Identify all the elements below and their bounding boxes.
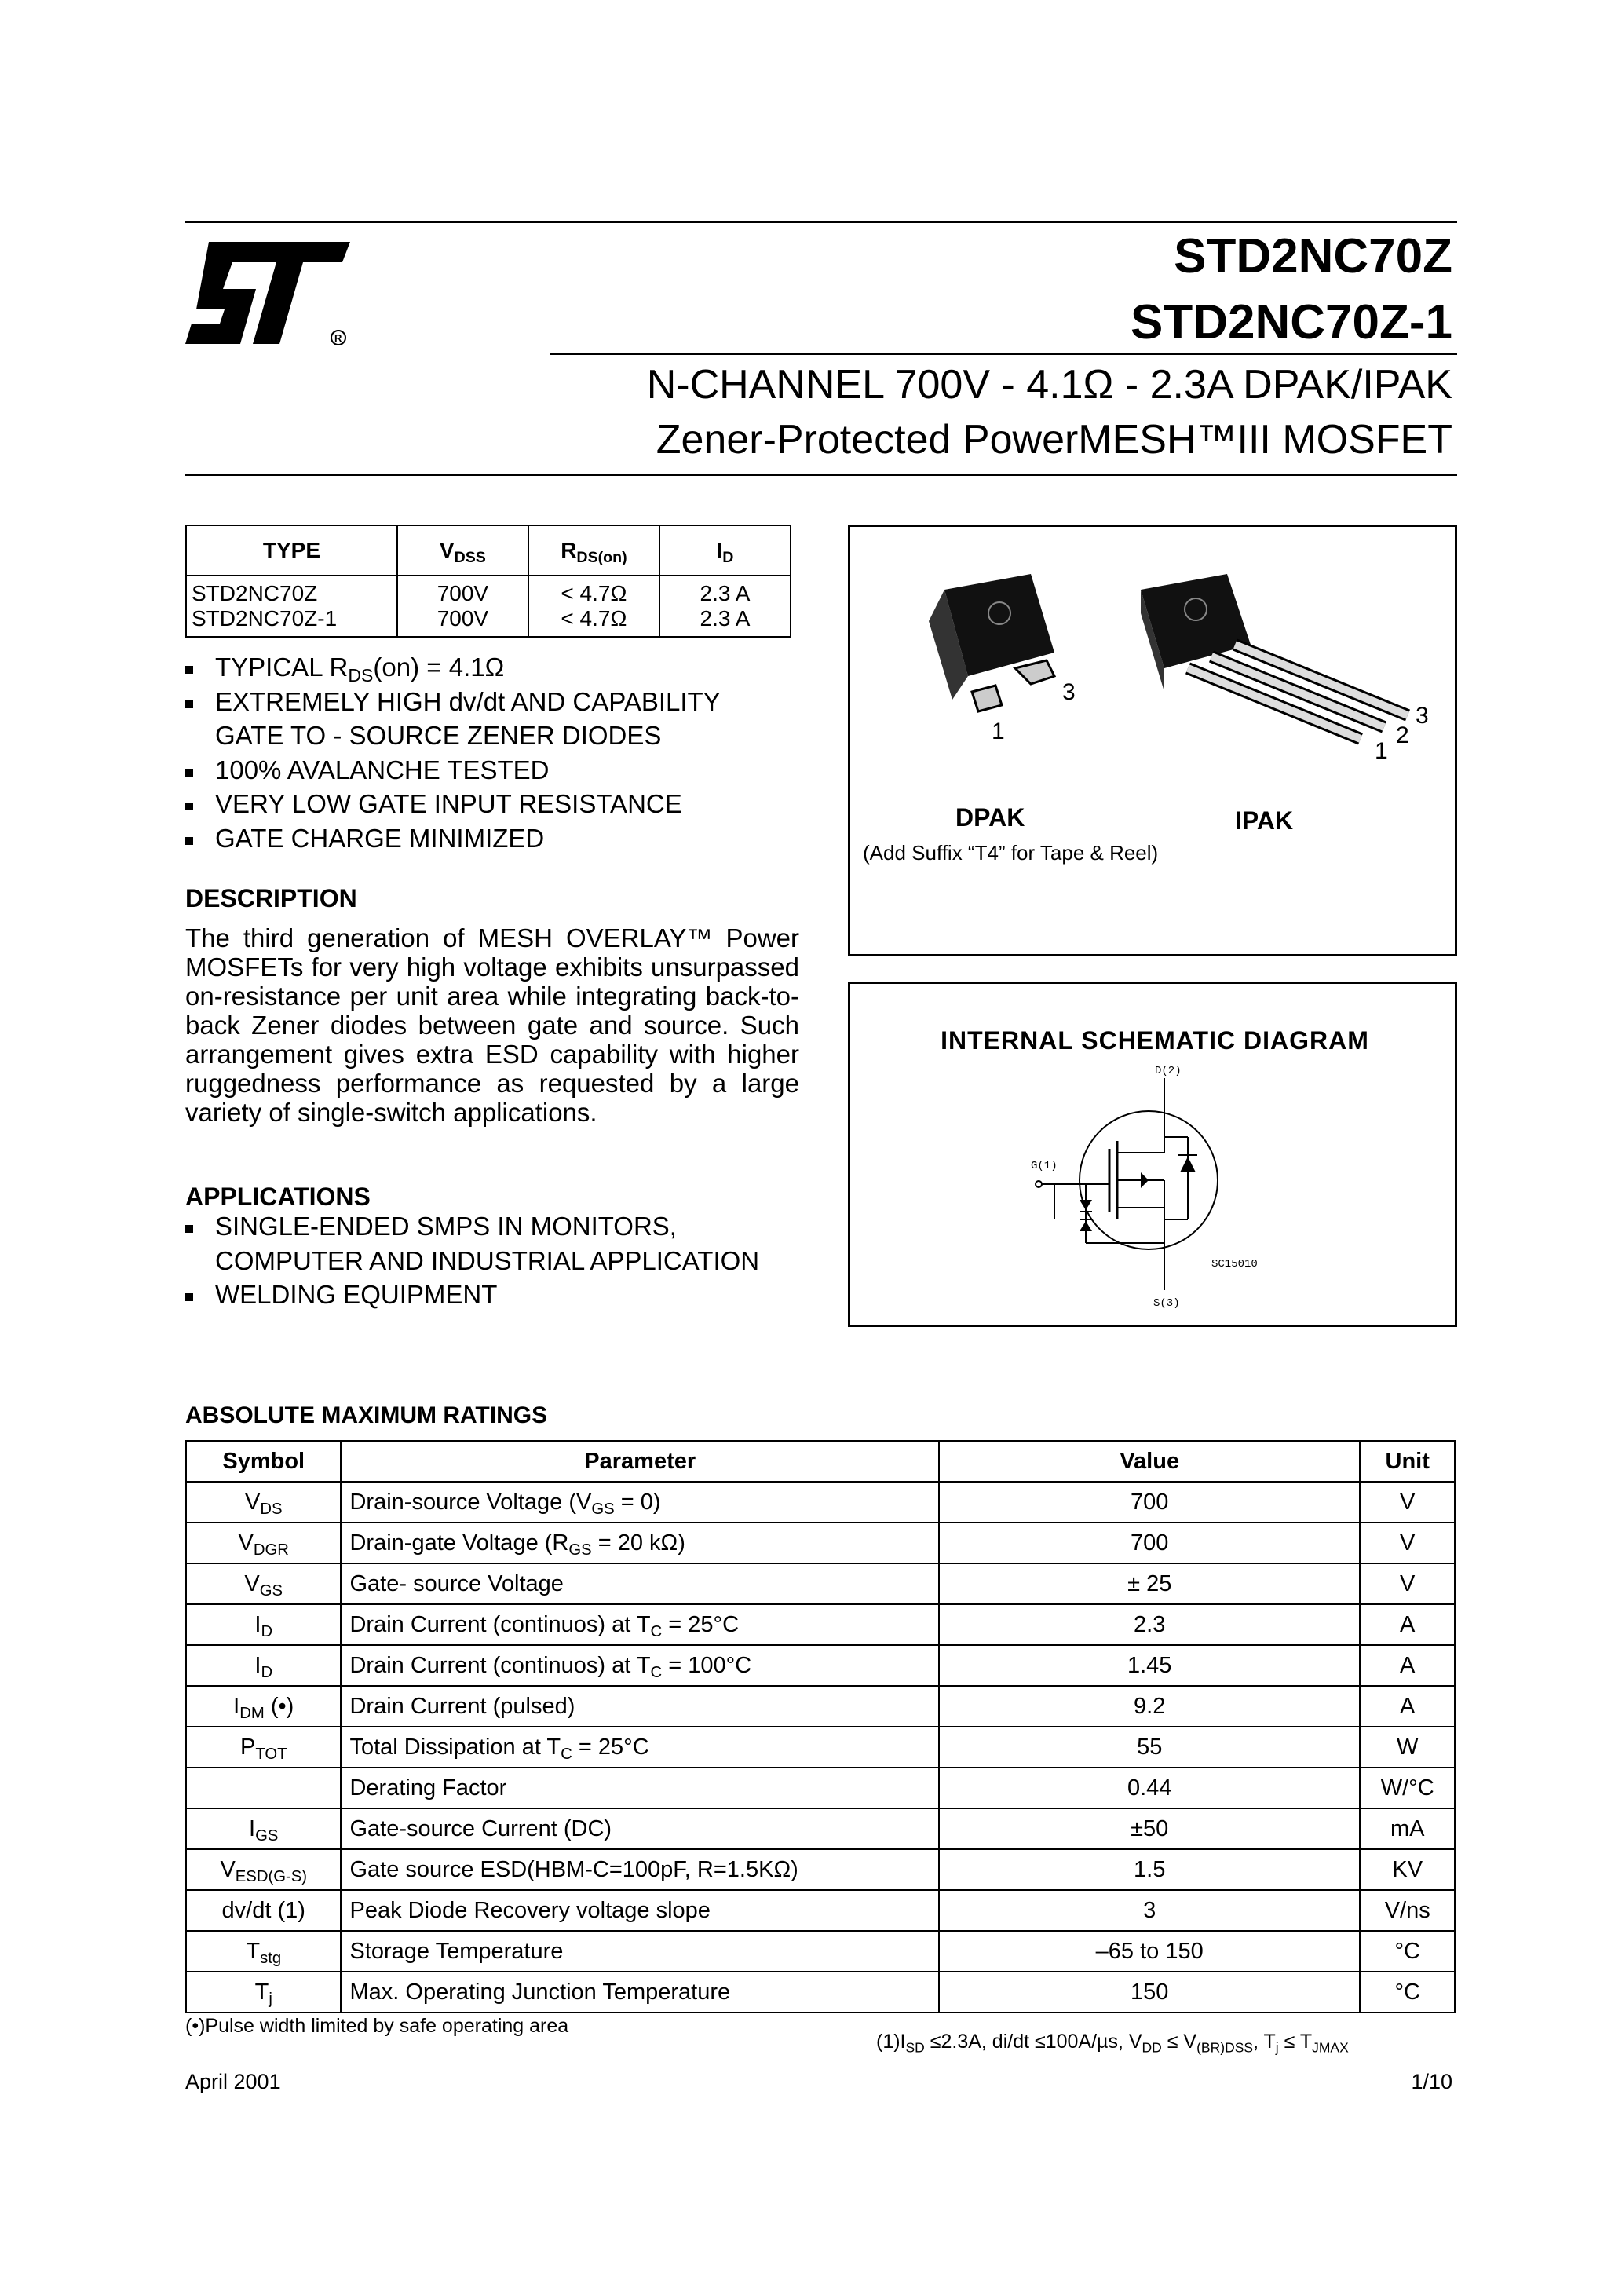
dpak-pin-1: 1 (992, 718, 1005, 744)
ipak-pin-2: 2 (1396, 722, 1409, 748)
type-table-row (186, 576, 791, 637)
unit-cell: A (1360, 1686, 1455, 1727)
parameter-cell: Drain-source Voltage $(V_{GS} = 0)$ (341, 1482, 939, 1523)
parameter-cell: Total Dissipation at $T_C = 25^\circ C$ (341, 1727, 939, 1768)
amr-header-row (186, 1441, 1455, 1482)
feature-item: 100% AVALANCHE TESTED (185, 753, 721, 788)
value-cell: 9.2 (939, 1686, 1360, 1727)
part-number-title-2: STD2NC70Z-1 (1131, 295, 1452, 349)
header-top-rule (185, 221, 1457, 223)
feature-item: GATE CHARGE MINIMIZED (185, 821, 721, 856)
st-logo (185, 234, 355, 352)
parameter-cell: Max. Operating Junction Temperature (341, 1972, 939, 2013)
symbol-cell: $V_{DGR}$ (186, 1523, 341, 1563)
id-cell: 2.3 A 2.3 A (659, 576, 791, 637)
feature-item: EXTREMELY HIGH dv/dt AND CAPABILITY GATE TO - SOURCE ZENER DIODES (185, 685, 721, 753)
tape-reel-note: (Add Suffix “T4” for Tape & Reel) (863, 841, 1159, 865)
table-row (186, 1523, 1455, 1563)
schematic-diagram (1031, 1062, 1313, 1314)
unit-cell: V/ns (1360, 1890, 1455, 1931)
amr-heading: ABSOLUTE MAXIMUM RATINGS (185, 1402, 548, 1428)
unit-cell: A (1360, 1604, 1455, 1645)
application-item: SINGLE-ENDED SMPS IN MONITORS, COMPUTER AND INDUSTRIAL APPLICATION (185, 1209, 759, 1278)
symbol-cell: $I_{GS}$ (186, 1808, 341, 1849)
unit-cell: KV (1360, 1849, 1455, 1890)
value-cell: 700 (939, 1523, 1360, 1563)
symbol-cell: $V_{DS}$ (186, 1482, 341, 1523)
symbol-cell: $P_{TOT}$ (186, 1727, 341, 1768)
part-number-title: STD2NC70Z (1174, 229, 1452, 283)
schematic-title: INTERNAL SCHEMATIC DIAGRAM (941, 1026, 1369, 1055)
title-rule (550, 353, 1457, 355)
unit-cell: W (1360, 1727, 1455, 1768)
applications-list (185, 1209, 759, 1312)
parameter-cell: Gate source ESD(HBM-C=100pF, R=1.5KΩ) (341, 1849, 939, 1890)
value-cell: 55 (939, 1727, 1360, 1768)
schematic-box (848, 982, 1457, 1327)
ipak-label: IPAK (1235, 806, 1294, 835)
vdss-cell: 700V 700V (397, 576, 528, 637)
schematic-code: SC15010 (1211, 1258, 1258, 1270)
vdss-header: $V_{DSS}$ (397, 525, 528, 576)
description-heading: DESCRIPTION (185, 884, 357, 912)
parameter-cell: Derating Factor (341, 1768, 939, 1808)
dpak-package-image (897, 558, 1117, 747)
unit-cell: V (1360, 1563, 1455, 1604)
ipak-pin-3: 3 (1416, 703, 1429, 729)
value-header: Value (939, 1441, 1360, 1482)
footer-date: April 2001 (185, 2070, 281, 2093)
description-text: The third generation of MESH OVERLAY™ Power MOSFETs for very high voltage exhibits unsurpassed on-resistance per unit area while integrating back-to-back Zener diodes between gate and source. Such arrangement gives extra ESD capability with higher ruggedness performance as requested by a large variety of single-switch applications. (185, 923, 799, 1127)
table-row (186, 1808, 1455, 1849)
symbol-cell: $I_D$ (186, 1645, 341, 1686)
table-row (186, 1604, 1455, 1645)
package-box (848, 525, 1457, 956)
unit-cell: A (1360, 1645, 1455, 1686)
value-cell: ± 25 (939, 1563, 1360, 1604)
parameter-cell: Drain-gate Voltage ($R_{GS} = 20$ kΩ) (341, 1523, 939, 1563)
table-row (186, 1563, 1455, 1604)
parameter-cell: Gate- source Voltage (341, 1563, 939, 1604)
value-cell: 1.5 (939, 1849, 1360, 1890)
source-label: S(3) (1153, 1297, 1180, 1310)
table-row (186, 1972, 1455, 2013)
table-row (186, 1768, 1455, 1808)
symbol-cell: dv/dt (1) (186, 1890, 341, 1931)
unit-cell: V (1360, 1523, 1455, 1563)
symbol-header: Symbol (186, 1441, 341, 1482)
product-subtitle-1: N-CHANNEL 700V - 4.1Ω - 2.3A DPAK/IPAK (646, 362, 1452, 408)
type-cell: STD2NC70Z STD2NC70Z-1 (186, 576, 397, 637)
id-header: $I_D$ (659, 525, 791, 576)
absolute-max-ratings-table (185, 1440, 1456, 2013)
parameter-cell: Storage Temperature (341, 1931, 939, 1972)
parameter-cell: Peak Diode Recovery voltage slope (341, 1890, 939, 1931)
value-cell: 2.3 (939, 1604, 1360, 1645)
symbol-cell (186, 1768, 341, 1808)
type-table-header (186, 525, 791, 576)
parameter-cell: Drain Current (continuos) at $T_C = 100^\circ C$ (341, 1645, 939, 1686)
feature-item: VERY LOW GATE INPUT RESISTANCE (185, 787, 721, 821)
footnote-1: $(1)I_{SD} \le 2.3A$, di/dt ≤100A/µs, $V_{DD} \le V_{(BR)DSS}$, $T_j \le T_{JMAX}$ (876, 2031, 1349, 2056)
gate-label: G(1) (1031, 1160, 1058, 1172)
table-row (186, 1686, 1455, 1727)
applications-heading: APPLICATIONS (185, 1183, 371, 1211)
value-cell: 700 (939, 1482, 1360, 1523)
parameter-header: Parameter (341, 1441, 939, 1482)
type-table (185, 525, 791, 638)
page-number: 1/10 (1411, 2070, 1452, 2093)
dpak-label: DPAK (955, 803, 1025, 832)
svg-text:R: R (334, 332, 342, 344)
ipak-package-image (1125, 558, 1439, 762)
value-cell: –65 to 150 (939, 1931, 1360, 1972)
unit-cell: W/°C (1360, 1768, 1455, 1808)
unit-header: Unit (1360, 1441, 1455, 1482)
parameter-cell: Gate-source Current (DC) (341, 1808, 939, 1849)
table-row (186, 1890, 1455, 1931)
unit-cell: mA (1360, 1808, 1455, 1849)
unit-cell: °C (1360, 1931, 1455, 1972)
features-list (185, 650, 721, 855)
dpak-pin-3: 3 (1062, 679, 1076, 705)
parameter-cell: Drain Current (continuos) at $T_C = 25^\circ C$ (341, 1604, 939, 1645)
rds-cell: < 4.7Ω < 4.7Ω (528, 576, 659, 637)
feature-item: TYPICAL $R_{DS}(on) = 4.1\Omega$ (185, 650, 721, 685)
ipak-pin-1: 1 (1375, 738, 1388, 762)
value-cell: ±50 (939, 1808, 1360, 1849)
table-row (186, 1645, 1455, 1686)
table-row (186, 1482, 1455, 1523)
symbol-cell: $T_{stg}$ (186, 1931, 341, 1972)
symbol-cell: $V_{ESD(G-S)}$ (186, 1849, 341, 1890)
type-header: TYPE (186, 525, 397, 576)
subtitle-rule (185, 474, 1457, 476)
symbol-cell: $I_D$ (186, 1604, 341, 1645)
table-row (186, 1727, 1455, 1768)
application-item: WELDING EQUIPMENT (185, 1278, 759, 1312)
symbol-cell: $I_{DM}$ (•) (186, 1686, 341, 1727)
unit-cell: V (1360, 1482, 1455, 1523)
pulse-footnote: (•)Pulse width limited by safe operating area (185, 2015, 569, 2037)
value-cell: 0.44 (939, 1768, 1360, 1808)
drain-label: D(2) (1155, 1065, 1182, 1077)
value-cell: 1.45 (939, 1645, 1360, 1686)
parameter-cell: Drain Current (pulsed) (341, 1686, 939, 1727)
rds-header: $R_{DS(on)}$ (528, 525, 659, 576)
table-row (186, 1849, 1455, 1890)
symbol-cell: $V_{GS}$ (186, 1563, 341, 1604)
value-cell: 150 (939, 1972, 1360, 2013)
symbol-cell: $T_j$ (186, 1972, 341, 2013)
unit-cell: °C (1360, 1972, 1455, 2013)
product-subtitle-2: Zener-Protected PowerMESH™III MOSFET (656, 417, 1452, 462)
value-cell: 3 (939, 1890, 1360, 1931)
table-row (186, 1931, 1455, 1972)
